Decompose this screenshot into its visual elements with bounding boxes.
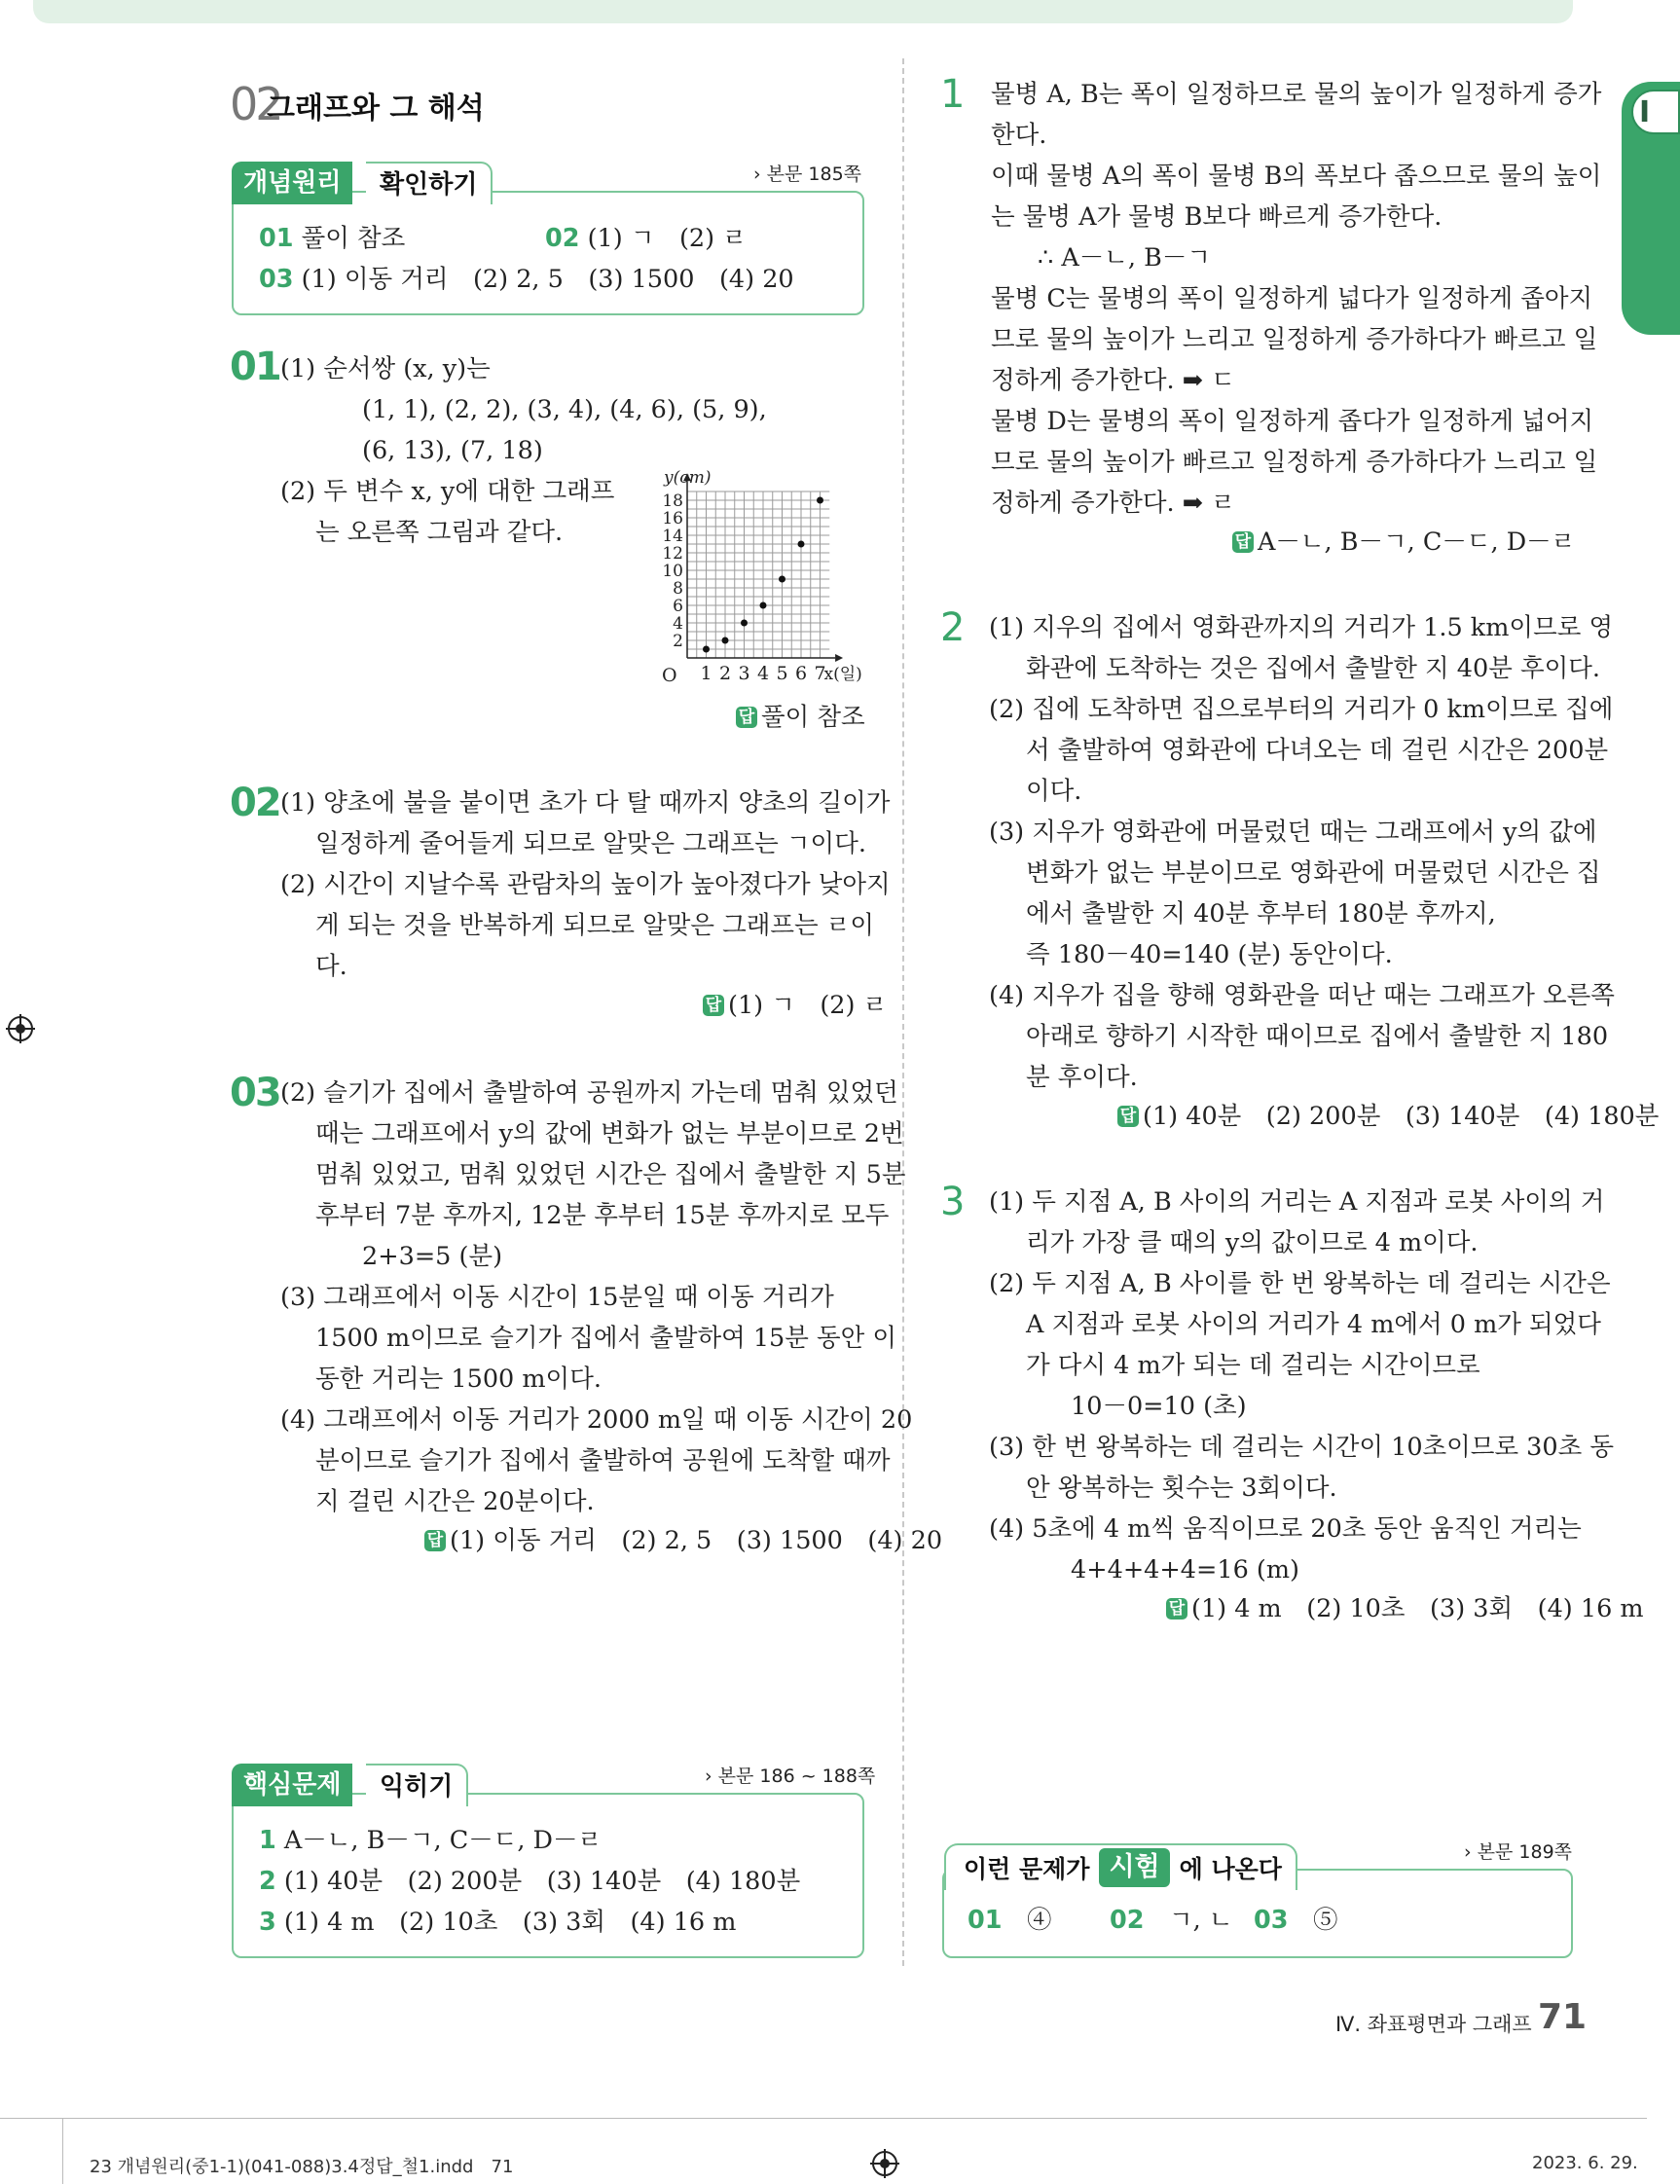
x-tick-label: 2 <box>718 663 732 684</box>
exam-box-label <box>944 1843 1297 1890</box>
x-tick-label: 5 <box>776 663 788 684</box>
p2-answer: 답 (1) 40분 (2) 200분 (3) 140분 (4) 180분 <box>1117 1096 1659 1137</box>
p2-line: 즉 180－40=140 (분) 동안이다. <box>1026 940 1393 969</box>
scatter-chart <box>652 468 915 697</box>
data-point <box>703 646 710 653</box>
concept-box-label: 개념원리 <box>232 162 352 204</box>
footer-date: 2023. 6. 29. <box>1532 2153 1638 2173</box>
x-tick-label: 7 <box>814 663 826 684</box>
p1-line: 므로 물의 높이가 느리고 일정하게 증가하다가 빠르고 일 <box>991 325 1598 354</box>
p3-line: (2) 두 지점 A, B 사이를 한 번 왕복하는 데 걸리는 시간은 <box>989 1269 1611 1298</box>
exam-label-a: 이런 문제가 <box>964 1855 1090 1883</box>
core-box-ref: › 본문 186 ~ 188쪽 <box>705 1765 876 1787</box>
q01-number: 01 <box>230 345 280 389</box>
core-box-label: 핵심문제 <box>232 1764 352 1806</box>
chart-grid <box>687 491 829 658</box>
top-color-bar <box>33 0 1573 23</box>
core-row-3: 3 (1) 4 m (2) 10초 (3) 3회 (4) 16 m <box>259 1908 737 1937</box>
q03-line: 후부터 7분 후까지, 12분 후부터 15분 후까지로 모두 <box>315 1201 890 1230</box>
exam-box-ref: › 본문 189쪽 <box>1464 1841 1573 1863</box>
y-tick-label: 8 <box>673 579 683 599</box>
column-divider <box>902 58 904 1966</box>
y-tick-label: 4 <box>673 614 683 634</box>
p2-line: (2) 집에 도착하면 집으로부터의 거리가 0 km이므로 집에 <box>989 695 1614 724</box>
q03-line: (2) 슬기가 집에서 출발하여 공원까지 가는데 멈춰 있었던 <box>280 1078 898 1108</box>
q03-line: 동한 거리는 1500 m이다. <box>315 1365 602 1394</box>
p1-line: 물병 D는 물병의 폭이 일정하게 좁다가 일정하게 넓어지 <box>991 407 1594 436</box>
y-tick-label: 18 <box>662 491 683 511</box>
q03-line: (3) 그래프에서 이동 시간이 15분일 때 이동 거리가 <box>280 1283 834 1312</box>
concept-row-1: 01 풀이 참조 <box>259 224 406 253</box>
p3-answer: 답 (1) 4 m (2) 10초 (3) 3회 (4) 16 m <box>1166 1588 1644 1629</box>
exam-answer-1: 01 ④ <box>968 1906 1052 1935</box>
q02-line: (1) 양초에 불을 붙이면 초가 다 탈 때까지 양초의 길이가 <box>280 788 891 818</box>
p3-line: 안 왕복하는 횟수는 3회이다. <box>1026 1474 1337 1503</box>
answer-mark-icon: 답 <box>424 1530 446 1551</box>
y-tick-label: 14 <box>662 527 683 546</box>
x-tick-label: 4 <box>756 663 770 684</box>
x-tick-label: 1 <box>700 663 712 684</box>
x-axis-arrow-icon <box>835 654 843 662</box>
exam-label-c: 에 나온다 <box>1179 1855 1282 1883</box>
q02-number: 02 <box>230 781 280 825</box>
y-tick-label: 16 <box>662 509 683 528</box>
p1-answer: 답 A－ㄴ, B－ㄱ, C－ㄷ, D－ㄹ <box>1232 522 1575 563</box>
data-point <box>760 602 767 609</box>
p1-line: ∴ A－ㄴ, B－ㄱ <box>1038 243 1211 273</box>
answer-mark-icon: 답 <box>736 707 757 728</box>
p3-line: 4+4+4+4=16 (m) <box>1071 1555 1299 1584</box>
x-tick-label: 6 <box>794 663 808 684</box>
page-number: 71 <box>1538 1997 1588 2037</box>
q03-line: 2+3=5 (분) <box>362 1242 503 1271</box>
p3-line: 10－0=10 (초) <box>1071 1392 1247 1421</box>
footer-rule <box>0 2118 1647 2119</box>
p2-line: 서 출발하여 영화관에 다녀오는 데 걸린 시간은 200분 <box>1026 736 1609 765</box>
chart-ylabel: y(cm) <box>664 468 712 489</box>
q01-line: (2) 두 변수 x, y에 대한 그래프 <box>280 477 615 506</box>
answer-mark-icon: 답 <box>1117 1106 1139 1127</box>
registration-mark-icon <box>6 1014 35 1043</box>
q03-line: 분이므로 슬기가 집에서 출발하여 공원에 도착할 때까 <box>315 1446 891 1475</box>
p1-line: 물병 A, B는 폭이 일정하므로 물의 높이가 일정하게 증가 <box>991 80 1602 109</box>
concept-box-sublabel: 확인하기 <box>366 162 493 204</box>
q01-line: (6, 13), (7, 18) <box>362 436 543 465</box>
data-point <box>741 620 748 627</box>
section-title: 그래프와 그 해석 <box>267 91 485 126</box>
q02-answer: 답 (1) ㄱ (2) ㄹ <box>703 985 887 1026</box>
p1-line: 는 물병 A가 물병 B보다 빠르게 증가한다. <box>991 202 1443 232</box>
footer-cut-line <box>62 2118 63 2184</box>
chapter-title: Ⅳ. 좌표평면과 그래프 <box>1335 2013 1532 2036</box>
p1-line: 물병 C는 물병의 폭이 일정하게 넓다가 일정하게 좁아지 <box>991 284 1593 313</box>
answer-mark-icon: 답 <box>703 995 724 1016</box>
q03-line: (4) 그래프에서 이동 거리가 2000 m일 때 이동 시간이 20 <box>280 1405 913 1435</box>
q02-line: 다. <box>315 952 347 981</box>
p2-line: 변화가 없는 부분이므로 영화관에 머물렀던 시간은 집 <box>1026 858 1601 888</box>
p2-line: 이다. <box>1026 777 1082 806</box>
p3-line: 리가 가장 클 때의 y의 값이므로 4 m이다. <box>1026 1228 1479 1257</box>
q01-answer: 답 풀이 참조 <box>736 697 865 738</box>
exam-answer-2: 02 ㄱ, ㄴ <box>1110 1906 1233 1935</box>
q03-line: 멈춰 있었고, 멈춰 있었던 시간은 집에서 출발한 지 5분 <box>315 1160 906 1189</box>
core-row-2: 2 (1) 40분 (2) 200분 (3) 140분 (4) 180분 <box>259 1867 801 1896</box>
q03-line: 지 걸린 시간은 20분이다. <box>315 1487 595 1516</box>
q02-line: 일정하게 줄어들게 되므로 알맞은 그래프는 ㄱ이다. <box>315 829 866 858</box>
p1-line: 이때 물병 A의 폭이 물병 B의 폭보다 좁으므로 물의 높이 <box>991 162 1602 191</box>
p3-line: (4) 5초에 4 m씩 움직이므로 20초 동안 움직인 거리는 <box>989 1514 1582 1544</box>
p1-line: 정하게 증가한다. ➡ ㄷ <box>991 366 1235 395</box>
p3-line: A 지점과 로봇 사이의 거리가 4 m에서 0 m가 되었다 <box>1026 1310 1601 1339</box>
y-tick-label: 6 <box>673 597 683 616</box>
concept-row-1b: 02 (1) ㄱ (2) ㄹ <box>545 224 747 253</box>
data-point <box>722 637 729 644</box>
p2-number: 2 <box>940 605 966 650</box>
answer-mark-icon: 답 <box>1232 531 1254 553</box>
concept-box-ref: › 본문 185쪽 <box>753 164 862 185</box>
p2-line: (3) 지우가 영화관에 머물렀던 때는 그래프에서 y의 값에 <box>989 818 1597 847</box>
y-tick-label: 10 <box>662 562 683 581</box>
p2-line: (1) 지우의 집에서 영화관까지의 거리가 1.5 km이므로 영 <box>989 613 1614 642</box>
section-number: 02 <box>230 78 281 130</box>
data-point <box>798 541 805 548</box>
q02-line: 게 되는 것을 반복하게 되므로 알맞은 그래프는 ㄹ이 <box>315 911 875 940</box>
y-tick-label: 2 <box>673 632 683 651</box>
p2-line: 분 후이다. <box>1026 1063 1138 1092</box>
q01-line: (1, 1), (2, 2), (3, 4), (4, 6), (5, 9), <box>362 395 767 424</box>
registration-mark-icon <box>870 2149 899 2178</box>
exam-answer-3: 03 ⑤ <box>1254 1906 1338 1935</box>
answer-mark-icon: 답 <box>1166 1598 1187 1620</box>
q03-answer: 답 (1) 이동 거리 (2) 2, 5 (3) 1500 (4) 20 <box>424 1520 942 1561</box>
p2-line: 아래로 향하기 시작한 때이므로 집에서 출발한 지 180 <box>1026 1022 1609 1051</box>
p2-line: 화관에 도착하는 것은 집에서 출발한 지 40분 후이다. <box>1026 654 1600 683</box>
p3-line: 가 다시 4 m가 되는 데 걸리는 시간이므로 <box>1026 1351 1480 1380</box>
q02-line: (2) 시간이 지날수록 관람차의 높이가 높아졌다가 낮아지 <box>280 870 891 899</box>
chart-xlabel: x(일) <box>823 665 862 684</box>
x-tick-label: 3 <box>738 663 750 684</box>
p2-line: 에서 출발한 지 40분 후부터 180분 후까지, <box>1026 899 1496 928</box>
q03-line: 1500 m이므로 슬기가 집에서 출발하여 15분 동안 이 <box>315 1324 897 1353</box>
p3-number: 3 <box>940 1180 966 1224</box>
q03-line: 때는 그래프에서 y의 값에 변화가 없는 부분이므로 2번 <box>315 1119 904 1148</box>
p3-line: (1) 두 지점 A, B 사이의 거리는 A 지점과 로봇 사이의 거 <box>989 1187 1605 1217</box>
p1-line: 정하게 증가한다. ➡ ㄹ <box>991 489 1235 518</box>
p1-number: 1 <box>940 72 966 117</box>
core-row-1: 1 A－ㄴ, B－ㄱ, C－ㄷ, D－ㄹ <box>259 1826 603 1855</box>
q01-line: (1) 순서쌍 (x, y)는 <box>280 354 491 383</box>
data-point <box>817 497 823 504</box>
core-box-sublabel: 익히기 <box>366 1764 468 1806</box>
y-tick-label: 12 <box>662 544 683 564</box>
chapter-side-tab-label: I <box>1639 95 1651 129</box>
p2-line: (4) 지우가 집을 향해 영화관을 떠난 때는 그래프가 오른쪽 <box>989 981 1615 1010</box>
p1-line: 므로 물의 높이가 빠르고 일정하게 증가하다가 느리고 일 <box>991 448 1598 477</box>
q01-line: 는 오른쪽 그림과 같다. <box>315 518 564 547</box>
p1-line: 한다. <box>991 121 1047 150</box>
chart-origin: O <box>662 665 677 686</box>
q03-number: 03 <box>230 1071 280 1115</box>
data-point <box>779 576 785 583</box>
footer-file: 23 개념원리(중1-1)(041-088)3.4정답_철1.indd 71 <box>90 2157 514 2177</box>
p3-line: (3) 한 번 왕복하는 데 걸리는 시간이 10초이므로 30초 동 <box>989 1433 1614 1462</box>
concept-row-2: 03 (1) 이동 거리 (2) 2, 5 (3) 1500 (4) 20 <box>259 265 794 294</box>
exam-label-b: 시험 <box>1099 1848 1169 1887</box>
